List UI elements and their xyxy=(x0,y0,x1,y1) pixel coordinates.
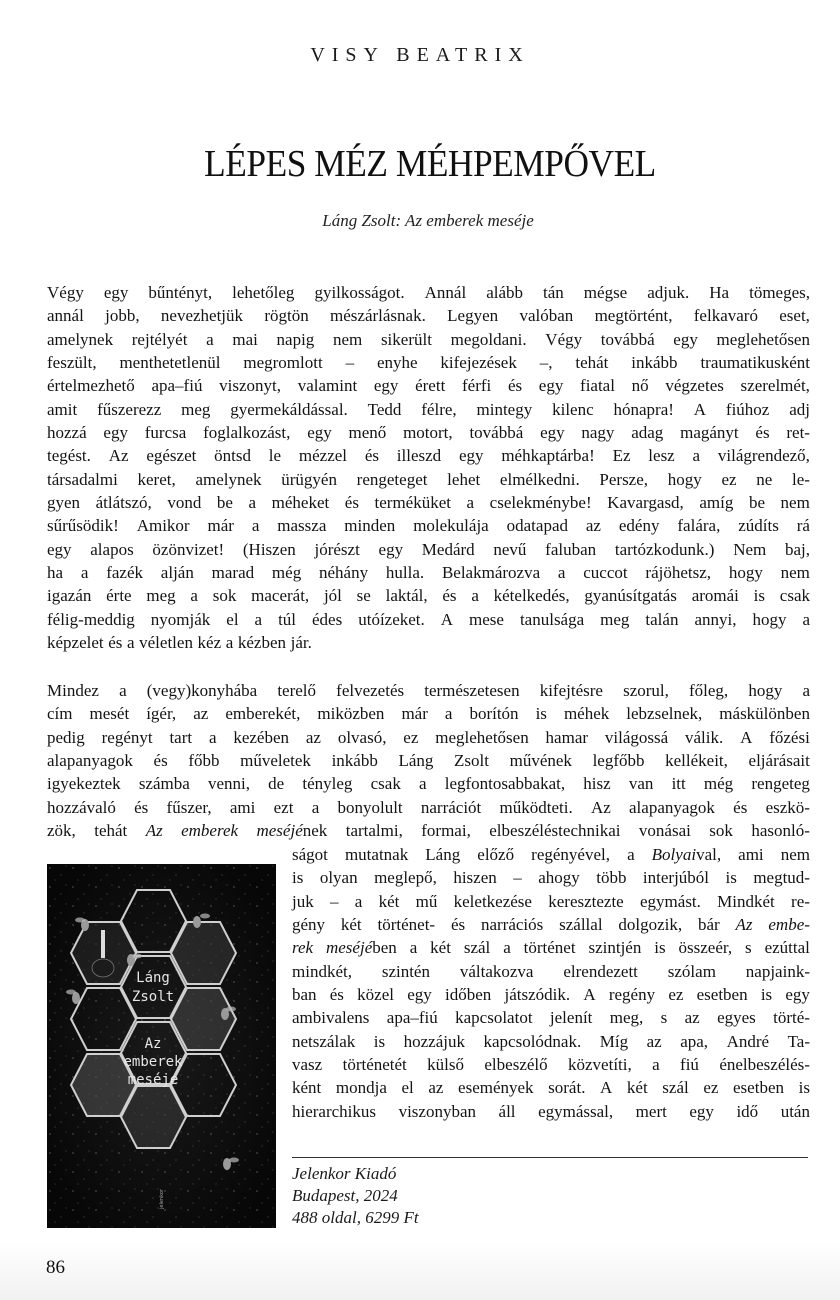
text-line: gyen átlátszó, vond be a méheket és terméküket a cselekménybe! Kavargasd, amíg be nem xyxy=(47,493,810,513)
article-title: LÉPES MÉZ MÉHPEMPŐVEL xyxy=(204,143,656,185)
cover-publisher-mark: jelenkor xyxy=(159,1189,165,1209)
cover-title-line3: meséje xyxy=(127,1072,179,1088)
bottle-icon xyxy=(101,930,105,958)
text-line: ha a fazék alján marad még néhány hulla. Belakmározva a cuccot rájöhetsz, hogy nem xyxy=(47,563,810,583)
honeycomb-cover-art xyxy=(47,864,276,1228)
text-line: alapanyagok és főbb műveletek inkább Láng Zsolt művének legfőbb kellékeit, eljárásait xyxy=(47,751,810,771)
text-line: feszült, menthetetlenül megromlott – enyhe kifejezések –, tehát inkább traumatikusként xyxy=(47,353,810,373)
page-number: 86 xyxy=(46,1257,65,1278)
text-line: sűrűsödik! Amikor már a massza minden molekulája odatapad az edény falára, zúdíts rá xyxy=(47,516,810,536)
cover-title-line2: emberek xyxy=(123,1054,183,1070)
text-line: ban és közel egy időben játszódik. A regény ez esetben is egy xyxy=(292,985,810,1005)
author-name: VISY BEATRIX xyxy=(310,44,530,66)
publisher: Jelenkor Kiadó xyxy=(292,1164,397,1183)
text-line: hozzá egy furcsa foglalkozást, egy menő motort, továbbá egy nagy adag magányt és ret- xyxy=(47,423,810,443)
text-line: amit fűszerezz meg gyermekáldással. Tedd félre, mintegy kilenc hónapra! A fiúhoz adj xyxy=(47,399,810,419)
text-line: társadalmi keret, amelynek ürügyén rengeteget lehet elmélkedni. Persze, hogy ez ne le- xyxy=(47,469,810,489)
cover-title-line1: Az xyxy=(144,1036,162,1052)
text-line: cím mesét ígér, az emberekét, miközben már a borítón is méhek lebzselnek, máskülönben xyxy=(47,704,810,724)
text-line: Végy egy bűntényt, lehetőleg gyilkosságot. Annál alább tán mégse adjuk. Ha tömeges, xyxy=(47,283,810,302)
text-line: hierarchikus viszonyban áll egymással, mert egy idő után xyxy=(292,1101,810,1121)
cover-author-line1: Láng xyxy=(136,970,170,986)
paragraph-intro xyxy=(47,281,810,655)
text-line: gény két történet- és narrációs szállal dolgozik, bár Az embe- xyxy=(292,915,810,935)
text-line: képzelet és a véletlen kéz a kézben jár. xyxy=(47,633,312,653)
article-subtitle: Láng Zsolt: Az emberek meséje xyxy=(322,211,534,230)
text-line: mindkét, szintén váltakozva elrendezett szólam napjaink- xyxy=(292,961,810,981)
text-line: ságot mutatnak Láng előző regényével, a Bolyaival, ami nem xyxy=(292,845,810,864)
text-line: ambivalens apa–fiú kapcsolatot jelenít meg, s az egyes törté- xyxy=(292,1008,810,1028)
text-line: zök, tehát Az emberek meséjének tartalmi, formai, elbeszéléstechnikai vonásai sok hasonló- xyxy=(47,821,810,841)
text-line: ként mondja el az események sorát. A két szál ez esetben is xyxy=(292,1078,810,1098)
text-line: egy alapos özönvizet! (Hiszen jórészt egy Medárd nevű faluban tartózkodunk.) Nem baj, xyxy=(47,539,810,559)
cover-author-line2: Zsolt xyxy=(131,989,175,1005)
book-cover-image xyxy=(47,864,276,1228)
text-line: pedig regényt tart a kezében az olvasó, ez meglehetősen hamar világossá válik. A főzési xyxy=(47,727,810,747)
text-line: félig-meddig nyomják el a túl édes utóízeket. A mese tanulsága meg talán annyi, hogy a xyxy=(47,609,810,629)
text-line: igyekeztek számba venni, de tényleg csak a legfontosabbakat, hisz van itt még rengeteg xyxy=(47,774,810,794)
publication-divider xyxy=(292,1157,808,1158)
publication-info xyxy=(292,1163,419,1229)
text-line: rek meséjében a két szál a történet szintjén is összeér, s ezúttal xyxy=(292,938,810,958)
paragraph-main xyxy=(47,679,810,842)
paragraph-main-wrapped xyxy=(292,843,810,1123)
text-line: is olyan meglepő, hiszen – ahogy több interjúból is megtud- xyxy=(292,868,810,888)
text-line: Mindez a (vegy)konyhába terelő felvezetés természetesen kifejtésre szorul, főleg, hogy a xyxy=(47,681,810,700)
text-line: vasz történetét külső elbeszélő közvetíti, a fiú énelbeszélés- xyxy=(292,1055,810,1075)
place-year: Budapest, 2024 xyxy=(292,1186,398,1205)
text-line: netszálak is hozzájuk kapcsolódnak. Míg az apa, André Ta- xyxy=(292,1031,810,1051)
pages-price: 488 oldal, 6299 Ft xyxy=(292,1208,419,1227)
text-line: igazán érte meg a sok macerát, jól se laktál, és a kételkedés, gyanúsítgatás aromái is csak xyxy=(47,586,810,606)
text-line: annál jobb, nevezhetjük rögtön mészárlásnak. Legyen valóban megtörtént, felkavaró eset, xyxy=(47,306,810,326)
text-line: juk – a két mű keletkezése keresztezte egymást. Mindkét re- xyxy=(292,891,810,911)
text-line: amelynek rejtélyét a mai napig nem sikerült megoldani. Végy továbbá egy meglehetősen xyxy=(47,329,810,349)
text-line: tegést. Az egészet öntsd le mézzel és illeszd egy méhkaptárba! Ez lesz a világrendező, xyxy=(47,446,810,466)
text-line: hozzávaló és fűszer, ami ezt a bonyolult narrációt működteti. Az alapanyagok és eszkö- xyxy=(47,797,810,817)
text-line: értelmezhető apa–fiú viszonyt, valamint egy érett férfi és egy fiatal nő végzetes szerelmét, xyxy=(47,376,810,396)
